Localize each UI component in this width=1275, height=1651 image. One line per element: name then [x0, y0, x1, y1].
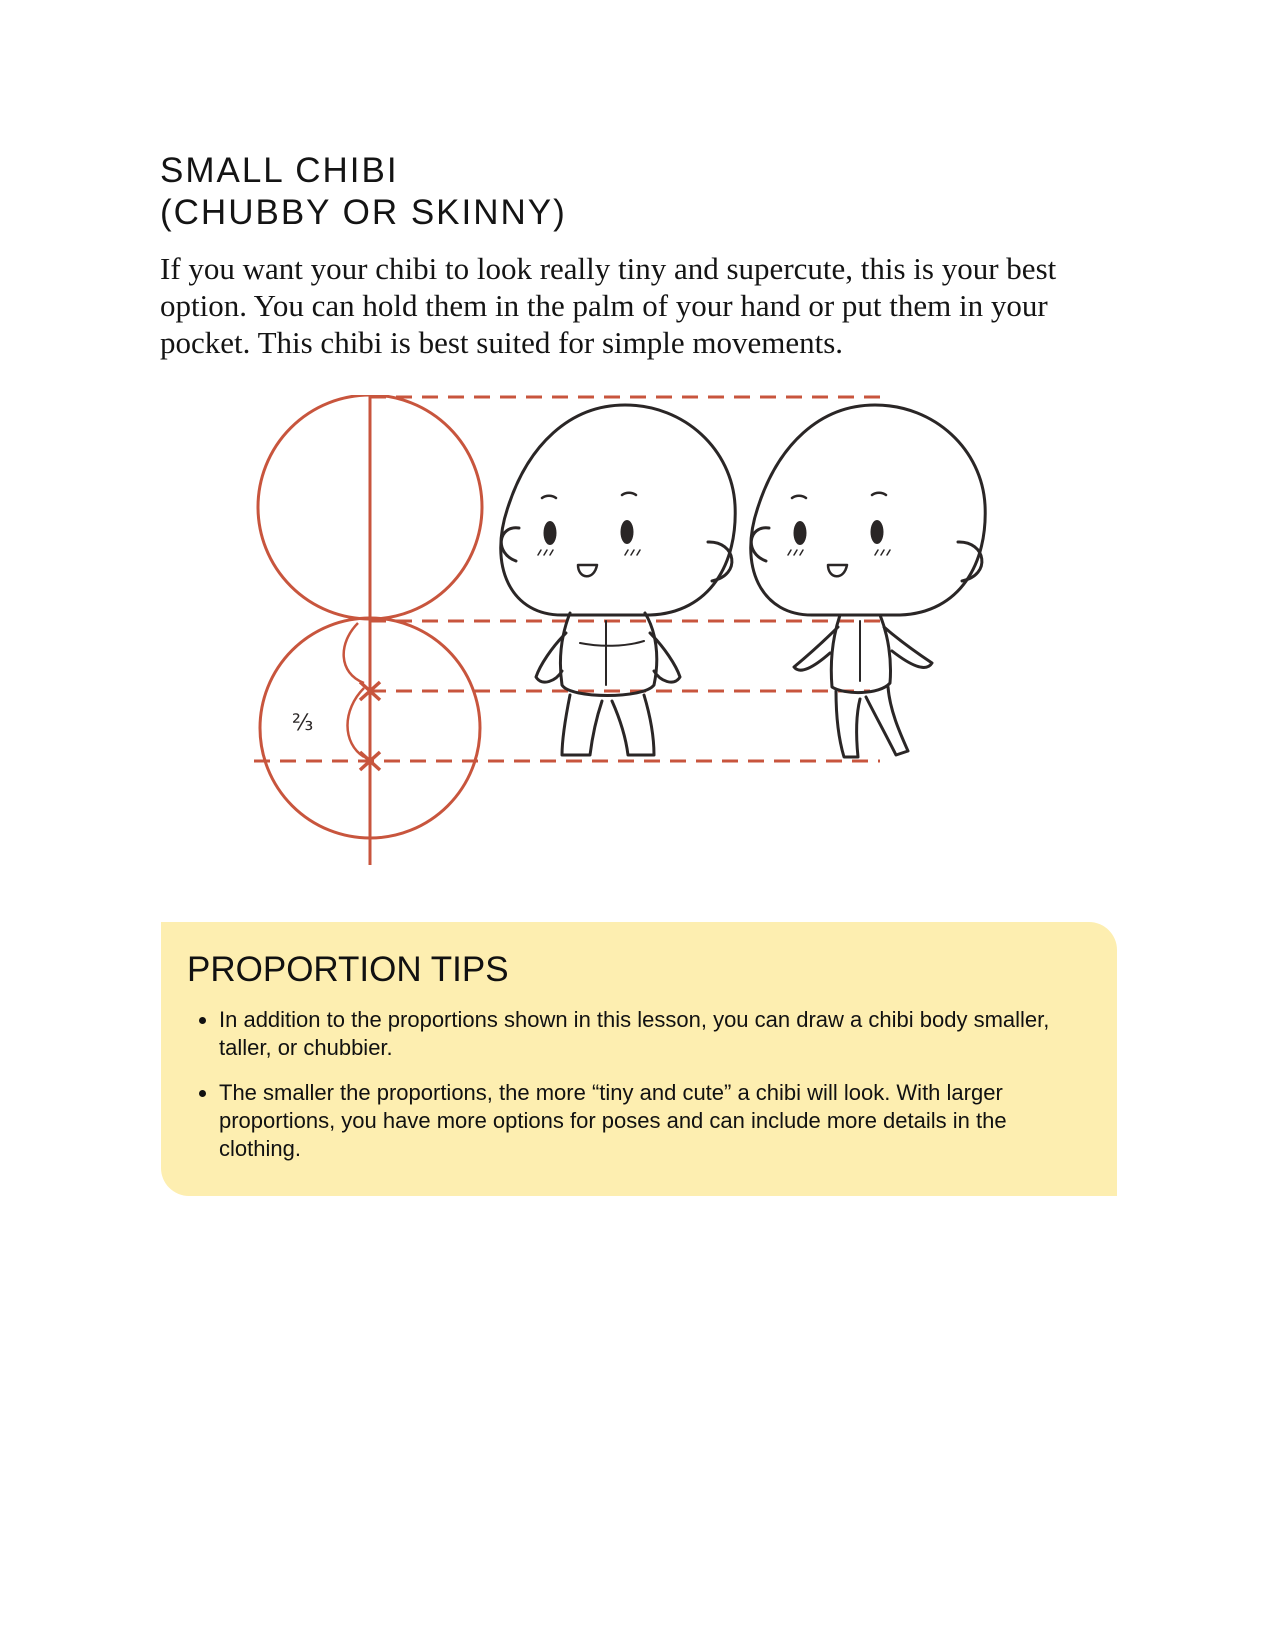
tips-heading: PROPORTION TIPS	[187, 950, 509, 989]
page-title-line-1: SMALL CHIBI	[160, 151, 399, 190]
skinny-chibi-right-blush	[875, 550, 890, 555]
chubby-chibi-left-blush	[538, 550, 553, 555]
chubby-chibi-left-leg	[562, 695, 602, 755]
skinny-chibi-left-ear	[751, 528, 769, 561]
skinny-chibi	[751, 405, 985, 757]
chubby-chibi-left-eye	[544, 521, 557, 545]
tip-item-1: • In addition to the proportions shown in this lesson, you can draw a chibi body smaller, taller, or chubbier.	[219, 1006, 1077, 1062]
intro-paragraph: If you want your chibi to look really tiny and supercute, this is your best option. You can hold them in the palm of your hand or put them in your pocket. This chibi is best suited for simple movements.	[160, 251, 1057, 360]
skinny-chibi-right-leg	[866, 687, 908, 755]
skinny-chibi-head	[751, 405, 985, 615]
chubby-chibi-right-blush	[625, 550, 640, 555]
skinny-chibi-left-brow	[792, 496, 806, 498]
chubby-chibi-left-ear	[501, 528, 519, 561]
proportion-guide	[254, 395, 880, 865]
chubby-chibi-head	[501, 405, 735, 615]
chubby-chibi-chest-line	[580, 641, 644, 646]
skinny-chibi-mouth	[828, 565, 847, 576]
tip-item-2: • The smaller the proportions, the more “tiny and cute” a chibi will look. With larger proportions, you have more options for poses and can include more details in the clothing.	[219, 1079, 1077, 1163]
skinny-chibi-left-eye	[794, 521, 807, 545]
chubby-chibi-right-leg	[612, 695, 654, 755]
proportion-tips-box	[161, 922, 1117, 1196]
chubby-chibi-right-eye	[621, 520, 634, 544]
page-title	[160, 150, 567, 234]
skinny-chibi-left-blush	[788, 550, 803, 555]
chubby-chibi-mouth	[578, 565, 597, 576]
fraction-label: ⅔	[292, 711, 314, 736]
body-curve-upper	[344, 623, 364, 683]
chubby-chibi-right-brow	[622, 493, 636, 495]
page-title-line-2: (CHUBBY OR SKINNY)	[160, 193, 567, 232]
proportion-illustration	[240, 395, 1030, 875]
chubby-chibi-left-brow	[542, 496, 556, 498]
skinny-chibi-left-leg	[836, 691, 860, 757]
chubby-chibi	[501, 405, 735, 755]
tips-list	[187, 1006, 1077, 1163]
skinny-chibi-right-eye	[871, 520, 884, 544]
skinny-chibi-right-brow	[872, 493, 886, 495]
chubby-chibi-torso	[560, 613, 656, 696]
